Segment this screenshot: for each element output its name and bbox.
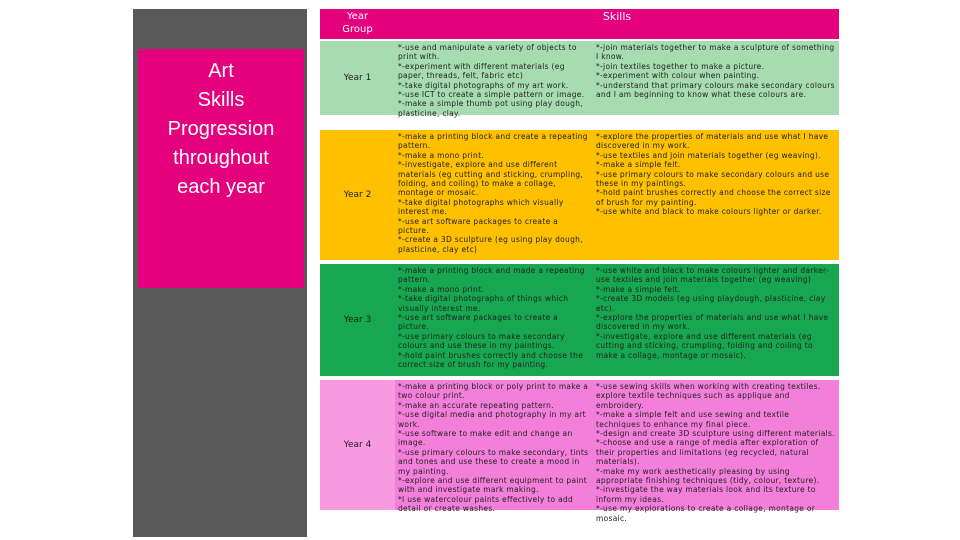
skills-cell-2: *-join materials together to make a sculpture of something I know. *-join textiles together to make a picture. *-experiment with colour when painting. *-understand that primary colours make secondary colours and I am beginning to know what these colours are.: [593, 41, 839, 115]
year-label: Year 2: [320, 130, 395, 260]
title-line: each year: [177, 176, 265, 198]
skills-cell-1: *-make a printing block and made a repeating pattern. *-make a mono print. *-take digital photographs of things which visually interest me. *-use art software packages to create a picture. *-use primary colours to make secondary colours and use these in my paintings. *-hold paint brushes correctly and choose the correct size of brush for my painting.: [395, 264, 593, 376]
skills-cell-1: *-make a printing block or poly print to make a two colour print. *-make an accurate repeating pattern. *-use digital media and photography in my art work. *-use software to make edit and change an image. *-use primary colours to make secondary, tints and tones and use these to create a mood in my painting. *-explore and use different equipment to paint with and investigate mark making. *I use watercolour paints effectively to add detail or create washes.: [395, 380, 593, 510]
skills-cell-1: *-make a printing block and create a repeating pattern. *-make a mono print. *-investigate, explore and use different materials (eg cutting and sticking, crumpling, folding, and coiling) to make a collage, montage or mosaic. *-take digital photographs which visually interest me. *-use art software packages to create a picture. *-create a 3D sculpture (eg using play dough, plasticine, clay etc): [395, 130, 593, 260]
title-line: Art: [208, 60, 234, 82]
skills-cell-1: *-use and manipulate a variety of objects to print with. *-experiment with different materials (eg paper, threads, felt, fabric etc) *-take digital photographs of my art work. *-use ICT to create a simple pattern or image. *-make a simple thumb pot using play dough, plasticine, clay.: [395, 41, 593, 115]
page-title: [138, 49, 304, 288]
title-line: Skills: [197, 89, 245, 111]
year-label: Year 4: [320, 380, 395, 510]
title-line: throughout: [173, 147, 269, 169]
year-label: Year 3: [320, 264, 395, 376]
year-label: Year 1: [320, 41, 395, 115]
skills-cell-2: *-use sewing skills when working with creating textiles. explore textile techniques such as applique and embroidery. *-make a simple felt and use sewing and textile techniques to enhance my final piece. *-design and create 3D sculpture using different materials. *-choose and use a range of media after exploration of their properties and limitations (eg recycled, natural materials). *-make my work aesthetically pleasing by using appropriate finishing techniques (tidy, colour, texture). *-investigate the way materials look and its texture to inform my ideas. *-use my explorations to create a collage, montage or mosaic.: [593, 380, 839, 510]
header-year-group: Year Group: [320, 9, 395, 39]
skills-cell-2: *-explore the properties of materials and use what I have discovered in my work. *-use textiles and join materials together (eg weaving). *-make a simple felt. *-use primary colours to make secondary colours and use these in my paintings. *-hold paint brushes correctly and choose the correct size of brush for my painting. *-use white and black to make colours lighter or darker.: [593, 130, 839, 260]
skills-cell-2: *-use white and black to make colours lighter and darker-use textiles and join materials together (eg weaving) *-make a simple felt. *-create 3D models (eg using playdough, plasticine, clay etc). *-explore the properties of materials and use what I have discovered in my work. *-investigate, explore and use different materials (eg cutting and sticking, crumpling, folding and coiling to make a collage, montage or mosaic).: [593, 264, 839, 376]
title-line: Progression: [167, 118, 275, 140]
header-skills: Skills: [395, 9, 839, 39]
